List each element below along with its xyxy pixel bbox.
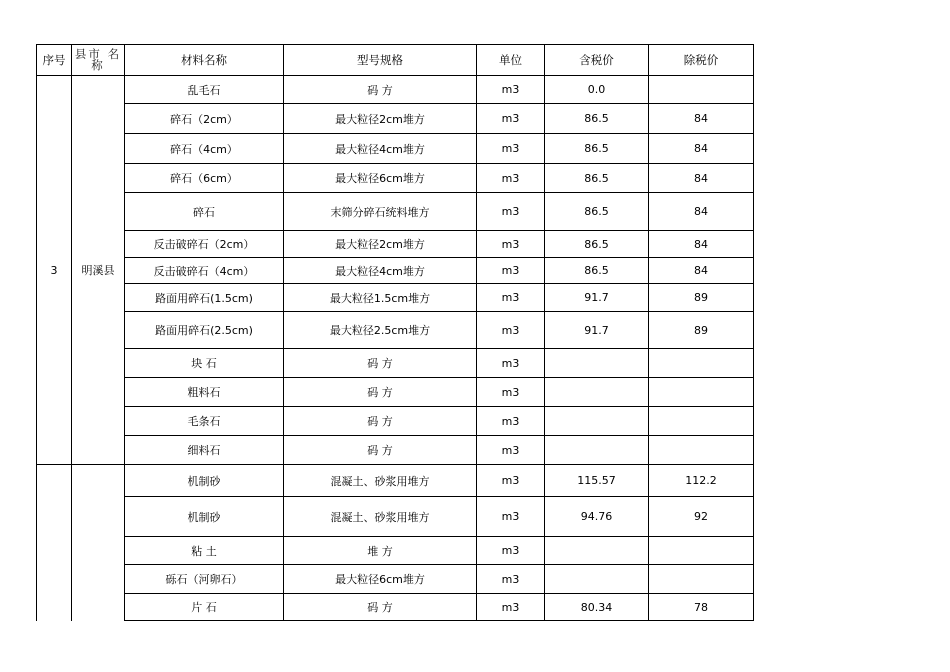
material-cell: 路面用碎石(1.5cm) — [125, 284, 284, 312]
table-row — [37, 134, 754, 164]
price-notax-cell: 84 — [649, 104, 754, 134]
unit-cell: m3 — [477, 104, 545, 134]
material-cell: 反击破碎石（4cm） — [125, 258, 284, 284]
unit-cell: m3 — [477, 436, 545, 465]
price-tax-cell: 86.5 — [545, 258, 649, 284]
price-tax-cell — [545, 378, 649, 407]
material-cell: 机制砂 — [125, 465, 284, 497]
price-notax-cell — [649, 537, 754, 565]
material-cell: 块 石 — [125, 349, 284, 378]
table-row — [37, 594, 754, 621]
unit-cell: m3 — [477, 312, 545, 349]
material-cell: 反击破碎石（2cm） — [125, 231, 284, 258]
price-notax-cell — [649, 565, 754, 594]
price-tax-cell — [545, 436, 649, 465]
material-cell: 碎石（6cm） — [125, 164, 284, 193]
header-spec: 型号规格 — [284, 45, 477, 76]
price-tax-cell: 0.0 — [545, 76, 649, 104]
price-tax-cell — [545, 349, 649, 378]
price-notax-cell: 89 — [649, 312, 754, 349]
spec-cell: 混凝土、砂浆用堆方 — [284, 465, 477, 497]
spec-cell: 最大粒径6cm堆方 — [284, 164, 477, 193]
table-row — [37, 231, 754, 258]
header-seq: 序号 — [37, 45, 72, 76]
price-tax-cell: 86.5 — [545, 134, 649, 164]
spec-cell: 码 方 — [284, 436, 477, 465]
price-tax-cell — [545, 407, 649, 436]
unit-cell: m3 — [477, 497, 545, 537]
spec-cell: 混凝土、砂浆用堆方 — [284, 497, 477, 537]
spec-cell: 最大粒径6cm堆方 — [284, 565, 477, 594]
table-row — [37, 312, 754, 349]
price-tax-cell: 86.5 — [545, 164, 649, 193]
material-cell: 机制砂 — [125, 497, 284, 537]
spec-cell: 堆 方 — [284, 537, 477, 565]
unit-cell: m3 — [477, 258, 545, 284]
table-row — [37, 465, 754, 497]
material-cell: 粗料石 — [125, 378, 284, 407]
unit-cell: m3 — [477, 407, 545, 436]
header-material: 材料名称 — [125, 45, 284, 76]
material-cell: 碎石（2cm） — [125, 104, 284, 134]
material-cell: 粘 土 — [125, 537, 284, 565]
spec-cell: 码 方 — [284, 594, 477, 621]
price-tax-cell: 86.5 — [545, 193, 649, 231]
price-notax-cell — [649, 378, 754, 407]
price-notax-cell: 84 — [649, 193, 754, 231]
table-header-row — [37, 45, 754, 76]
price-notax-cell: 84 — [649, 164, 754, 193]
table-row — [37, 407, 754, 436]
material-cell: 路面用碎石(2.5cm) — [125, 312, 284, 349]
price-notax-cell: 84 — [649, 258, 754, 284]
table-row — [37, 378, 754, 407]
table-row — [37, 104, 754, 134]
price-notax-cell — [649, 76, 754, 104]
material-cell: 乱毛石 — [125, 76, 284, 104]
table-row — [37, 258, 754, 284]
table-row — [37, 193, 754, 231]
county-cell: 明溪县 — [72, 76, 125, 465]
price-notax-cell: 84 — [649, 134, 754, 164]
unit-cell: m3 — [477, 134, 545, 164]
header-price-tax: 含税价 — [545, 45, 649, 76]
price-tax-cell: 91.7 — [545, 284, 649, 312]
seq-cell-empty — [37, 465, 72, 621]
spec-cell: 码 方 — [284, 378, 477, 407]
price-tax-cell — [545, 537, 649, 565]
unit-cell: m3 — [477, 465, 545, 497]
material-cell: 碎石（4cm） — [125, 134, 284, 164]
price-tax-cell: 115.57 — [545, 465, 649, 497]
price-notax-cell — [649, 349, 754, 378]
unit-cell: m3 — [477, 537, 545, 565]
price-tax-cell — [545, 565, 649, 594]
unit-cell: m3 — [477, 164, 545, 193]
spec-cell: 最大粒径1.5cm堆方 — [284, 284, 477, 312]
table-row — [37, 284, 754, 312]
unit-cell: m3 — [477, 594, 545, 621]
county-cell-empty — [72, 465, 125, 621]
spec-cell: 末筛分碎石统料堆方 — [284, 193, 477, 231]
table-row — [37, 349, 754, 378]
header-unit: 单位 — [477, 45, 545, 76]
price-notax-cell: 84 — [649, 231, 754, 258]
header-county: 县市 名称 — [72, 45, 125, 76]
unit-cell: m3 — [477, 349, 545, 378]
price-table — [36, 44, 754, 621]
table-row — [37, 164, 754, 193]
price-notax-cell: 78 — [649, 594, 754, 621]
material-cell: 片 石 — [125, 594, 284, 621]
material-cell: 毛条石 — [125, 407, 284, 436]
unit-cell: m3 — [477, 193, 545, 231]
price-notax-cell — [649, 436, 754, 465]
price-tax-cell: 86.5 — [545, 104, 649, 134]
unit-cell: m3 — [477, 76, 545, 104]
price-notax-cell: 89 — [649, 284, 754, 312]
table-row — [37, 537, 754, 565]
table-row — [37, 436, 754, 465]
price-tax-cell: 91.7 — [545, 312, 649, 349]
material-cell: 碎石 — [125, 193, 284, 231]
price-tax-cell: 94.76 — [545, 497, 649, 537]
spec-cell: 码 方 — [284, 407, 477, 436]
spec-cell: 最大粒径4cm堆方 — [284, 258, 477, 284]
material-cell: 砾石（河卵石） — [125, 565, 284, 594]
spec-cell: 最大粒径2cm堆方 — [284, 104, 477, 134]
table-row — [37, 497, 754, 537]
unit-cell: m3 — [477, 378, 545, 407]
spec-cell: 最大粒径2cm堆方 — [284, 231, 477, 258]
material-cell: 细料石 — [125, 436, 284, 465]
spec-cell: 码 方 — [284, 76, 477, 104]
price-tax-cell: 80.34 — [545, 594, 649, 621]
spec-cell: 最大粒径4cm堆方 — [284, 134, 477, 164]
table-row — [37, 76, 754, 104]
seq-cell: 3 — [37, 76, 72, 465]
spec-cell: 码 方 — [284, 349, 477, 378]
price-notax-cell: 112.2 — [649, 465, 754, 497]
table-row — [37, 565, 754, 594]
unit-cell: m3 — [477, 231, 545, 258]
header-price-notax: 除税价 — [649, 45, 754, 76]
unit-cell: m3 — [477, 284, 545, 312]
price-notax-cell: 92 — [649, 497, 754, 537]
unit-cell: m3 — [477, 565, 545, 594]
price-notax-cell — [649, 407, 754, 436]
spec-cell: 最大粒径2.5cm堆方 — [284, 312, 477, 349]
price-tax-cell: 86.5 — [545, 231, 649, 258]
